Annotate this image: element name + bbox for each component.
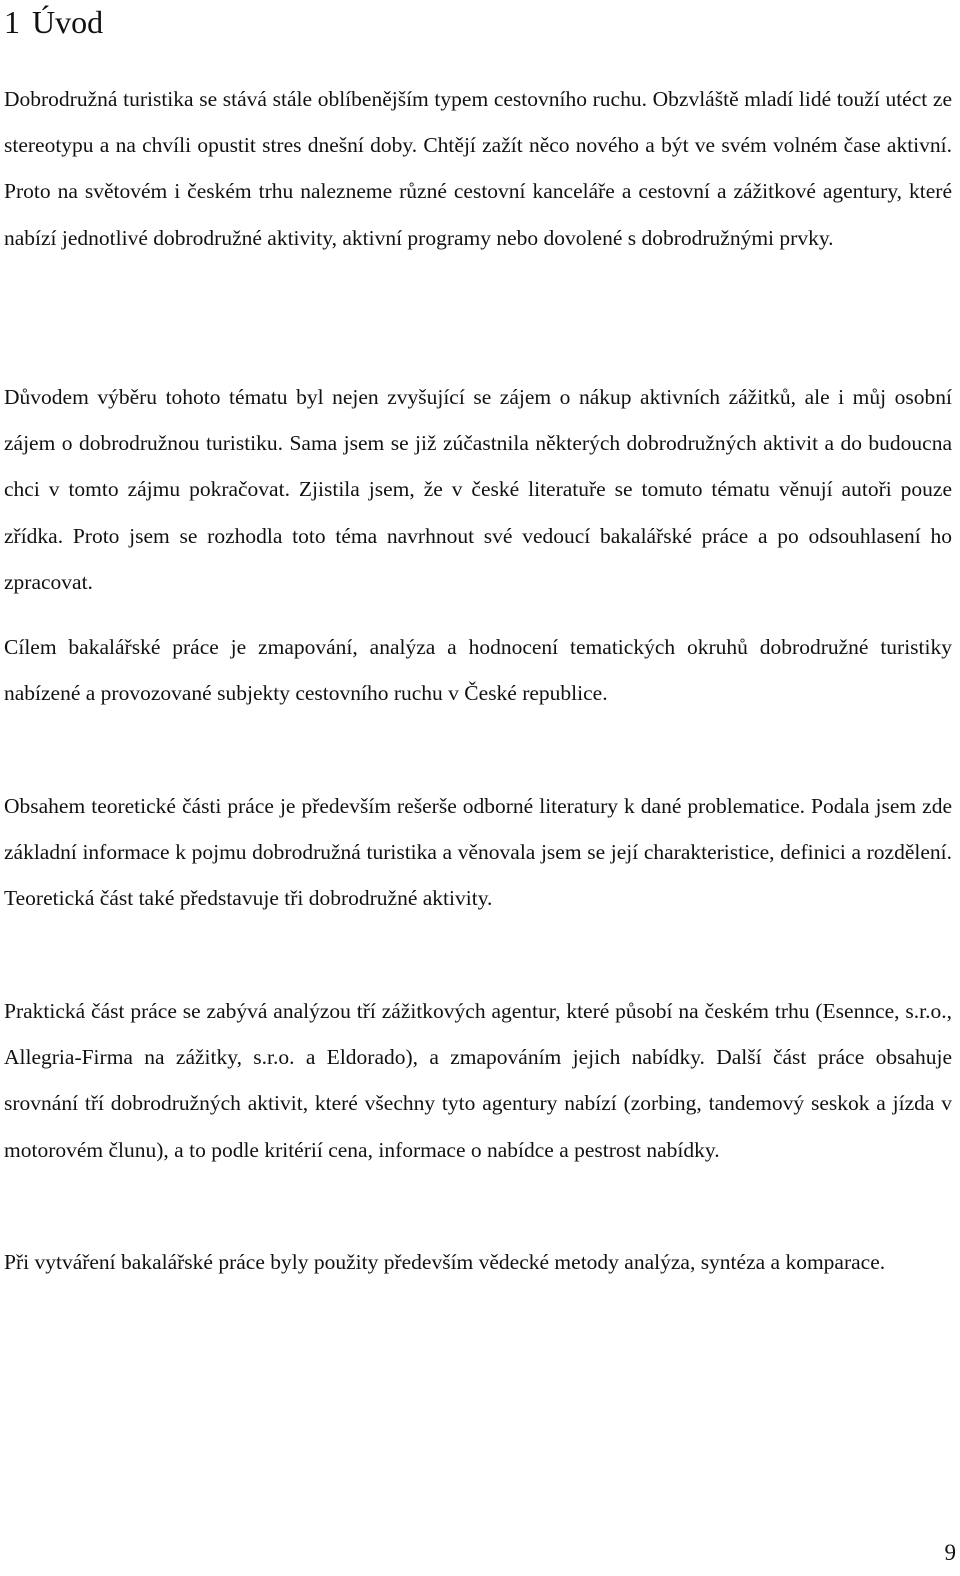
paragraph-practice: Praktická část práce se zabývá analýzou tří zážitkových agentur, které působí na českém trhu (Esennce, s.r.o., Allegria-Firma na zážitky, s.r.o. a Eldorado), a zmapováním jejich nabídky. Další část práce obsahuje srovnání tří dobrodružných aktivit, které všechny tyto agentury nabízí (zorbing, tandemový seskok a jízda v motorovém člunu), a to podle kritérií cena, informace o nabídce a pestrost nabídky.: [4, 999, 952, 1162]
paragraph-theory: Obsahem teoretické části práce je především rešerše odborné literatury k dané problematice. Podala jsem zde základní informace k pojmu dobrodružná turistika a věnovala jsem se její charakteristice, definici a rozdělení. Teoretická část také představuje tři dobrodružné aktivity.: [4, 794, 952, 911]
paragraph-intro: Dobrodružná turistika se stává stále oblíbenějším typem cestovního ruchu. Obzvláště mladí lidé touží utéct ze stereotypu a na chvíli opustit stres dnešní doby. Chtějí zažít něco nového a být ve svém volném čase aktivní. Proto na světovém i českém trhu nalezneme různé cestovní kanceláře a cestovní a zážitkové agentury, které nabízí jednotlivé dobrodružné aktivity, aktivní programy nebo dovolené s dobrodružnými prvky.: [4, 87, 952, 250]
chapter-number: 1: [4, 4, 20, 40]
paragraph-goal: Cílem bakalářské práce je zmapování, analýza a hodnocení tematických okruhů dobrodružné turistiky nabízené a provozované subjekty cestovního ruchu v České republice.: [4, 635, 952, 706]
chapter-heading: [4, 2, 103, 42]
paragraph-methods: Při vytváření bakalářské práce byly použity především vědecké metody analýza, syntéza a komparace.: [4, 1250, 886, 1274]
paragraph-motivation: Důvodem výběru tohoto tématu byl nejen zvyšující se zájem o nákup aktivních zážitků, ale i můj osobní zájem o dobrodružnou turistiku. Sama jsem se již zúčastnila některých dobrodružných aktivit a do budoucna chci v tomto zájmu pokračovat. Zjistila jsem, že v české literatuře se tomuto tématu věnují autoři pouze zřídka. Proto jsem se rozhodla toto téma navrhnout své vedoucí bakalářské práce a po odsouhlasení ho zpracovat.: [4, 385, 952, 594]
page-number: 9: [944, 1540, 956, 1565]
chapter-title: Úvod: [32, 4, 104, 40]
